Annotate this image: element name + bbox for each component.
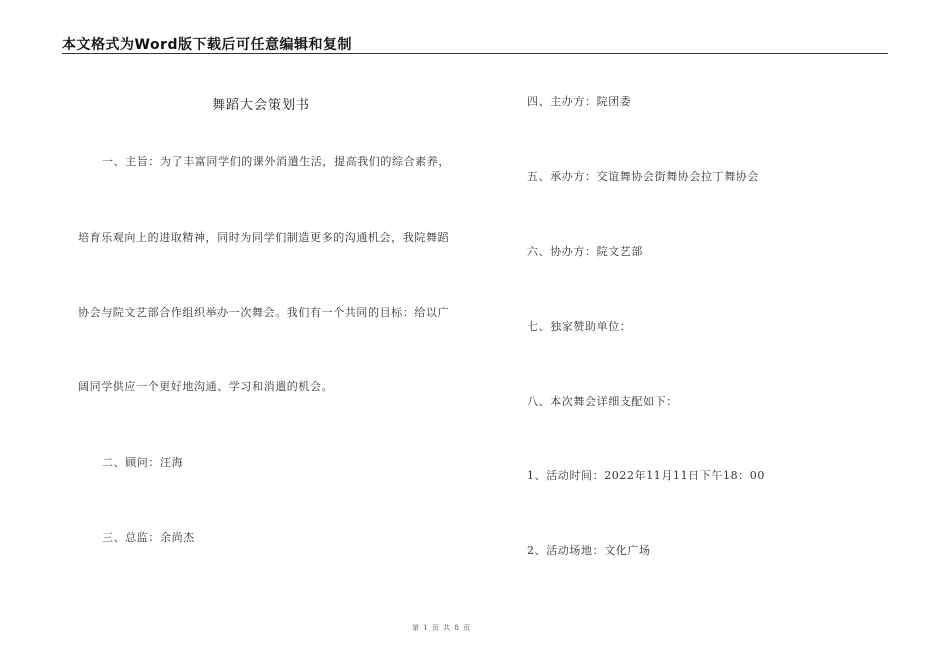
director-line: 三、总监：余尚杰	[102, 531, 195, 544]
paragraph-line: 阔同学供应一个更好地沟通、学习和消遣的机会。	[78, 380, 334, 393]
host-line: 四、主办方：院团委	[527, 95, 632, 108]
paragraph-line: 协会与院文艺部合作组织举办一次舞会。我们有一个共同的目标：给以广	[78, 306, 450, 319]
event-venue-line: 2、活动场地：文化广场	[527, 544, 651, 557]
co-organizer-line: 六、协办方：院文艺部	[527, 245, 643, 258]
advisor-line: 二、顾问：汪海	[102, 456, 184, 469]
arrangement-heading: 八、本次舞会详细支配如下：	[527, 395, 678, 408]
page-footer: 第 1 页 共 8 页	[412, 624, 472, 632]
paragraph-line: 培育乐观向上的进取精神，同时为同学们制造更多的沟通机会，我院舞蹈	[78, 231, 450, 244]
document-banner: 本文格式为Word版下载后可任意编辑和复制	[62, 37, 352, 53]
organizer-line: 五、承办方：交谊舞协会街舞协会拉丁舞协会	[527, 170, 759, 183]
paragraph-line: 一、主旨：为了丰富同学们的课外消遣生活，提高我们的综合素养，	[102, 155, 450, 168]
event-time-line: 1、活动时间：2022年11月11日下午18：00	[527, 469, 765, 482]
banner-divider	[62, 53, 888, 54]
sponsor-line: 七、独家赞助单位：	[527, 320, 632, 333]
page-title: 舞蹈大会策划书	[212, 98, 311, 113]
